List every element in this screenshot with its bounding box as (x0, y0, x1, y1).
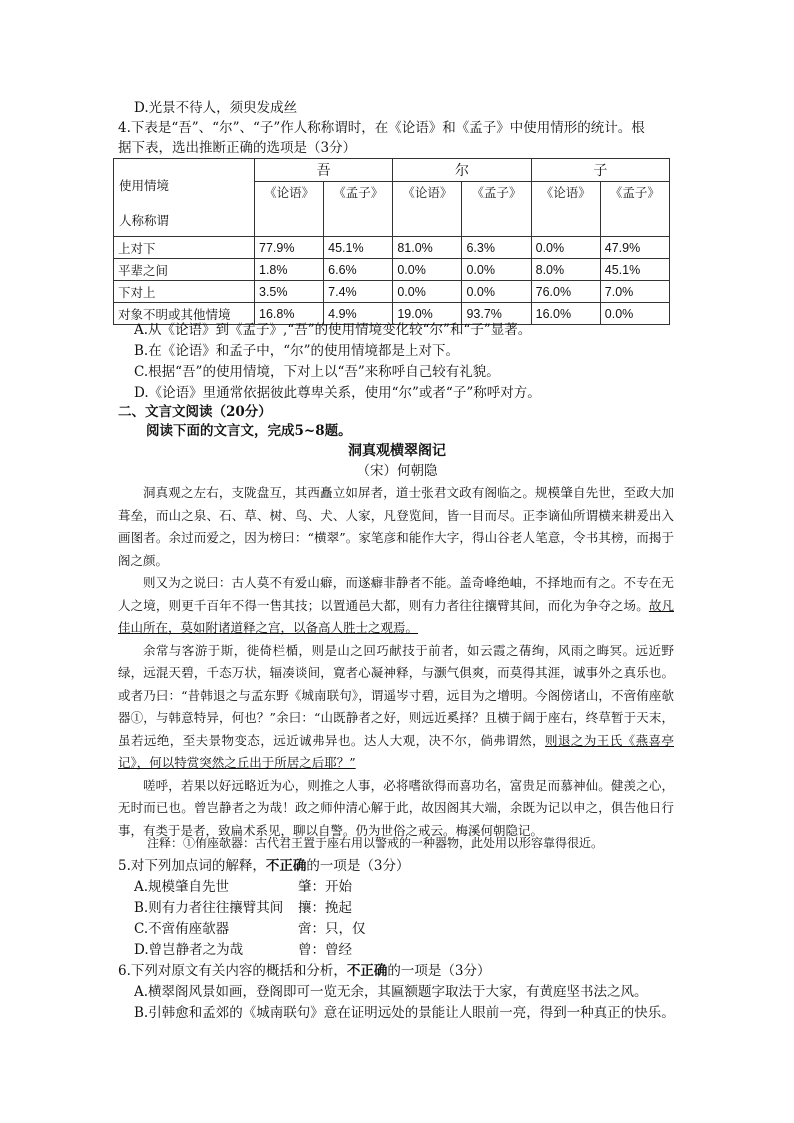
book-header: 《孟子》 (324, 182, 393, 237)
table-cell: 0.0% (462, 259, 531, 281)
q6-option-a: A.横翠阁风景如画，登阁即可一览无余，其匾额题字取法于大家，有黄庭坚书法之风。 (134, 984, 648, 1000)
passage-body (118, 482, 674, 842)
q6-option-b: B.引韩愈和孟郊的《城南联句》意在证明远处的景能让人眼前一亮，得到一种真正的快乐。 (134, 1005, 675, 1021)
table-cell: 6.6% (324, 259, 393, 281)
book-header: 《孟子》 (600, 182, 669, 237)
corner-top-label: 使用情境 (119, 179, 170, 193)
table-cell: 1.8% (255, 259, 324, 281)
table-cell: 16.8% (255, 303, 324, 325)
row-label: 上对下 (114, 237, 255, 259)
table-row (114, 259, 670, 281)
row-label: 下对上 (114, 281, 255, 303)
q5-option-a: A.规模肇自先世 肇：开始 (134, 879, 352, 895)
q5-option-c: C.不啻侑座欹器 啻：只，仅 (134, 921, 366, 937)
group-header: 子 (531, 159, 669, 182)
passage-paragraph: 嗟呼，若果以好远略近为心，则推之人事，必将嗜欲得而喜功名，富贵足而慕神仙。健羡之心，无时而已也。曾岂静者之为哉！政之师仲清心解于此，故因阁其大端，余既为记以申之，俱告他日行事，有类于是者，致扁术系见，聊以自警。仍为世俗之戒云。梅溪何朝隐记。 (118, 777, 674, 838)
q4-option-b: B.在《论语》和孟子中，“尔”的使用情境都是上对下。 (134, 343, 460, 359)
table-row (114, 281, 670, 303)
passage-title: 洞真观横翠阁记 (348, 443, 446, 459)
table-cell: 3.5% (255, 281, 324, 303)
table-cell: 0.0% (600, 303, 669, 325)
table-cell: 45.1% (600, 259, 669, 281)
table-cell: 0.0% (393, 259, 462, 281)
group-header: 吾 (255, 159, 393, 182)
q4-stem-line1: 4.下表是“吾”、“尔”、“子”作人称称谓时，在《论语》和《孟子》中使用情形的统计。根 (118, 120, 645, 136)
table-cell: 0.0% (462, 281, 531, 303)
q6-stem: 6.下列对原文有关内容的概括和分析，不正确的一项是（3分） (118, 963, 491, 979)
table-corner-cell (114, 159, 255, 237)
passage-paragraph: 洞真观之左右，支陇盘互，其西矗立如屏者，道士张君文政有阁临之。规模肇自先世，至政大加葺垒，而山之泉、石、草、树、鸟、犬、人家，凡登览间，皆一目而尽。正李谪仙所谓横来耕爰出入画图者。余过而爱之，因为榜曰：“横翠”。家笔彦和能作大字，得山谷老人笔意，令书其榜，而揭于阁之颜。 (118, 485, 674, 568)
table-cell: 0.0% (393, 281, 462, 303)
q4-option-c: C.根据“吾”的使用情境，下对上以“吾”来称呼自己较有礼貌。 (134, 364, 500, 380)
section-heading: 二、文言文阅读（20分） (118, 404, 272, 420)
book-header: 《孟子》 (462, 182, 531, 237)
table-cell: 93.7% (462, 303, 531, 325)
usage-stats-table (113, 158, 670, 325)
table-cell: 81.0% (393, 237, 462, 259)
table-cell: 45.1% (324, 237, 393, 259)
passage-paragraph: 余常与客游于斯，徙倚栏楯，则是山之回巧献技于前者，如云霞之蒨绚，风雨之晦冥。远近野绿，远混天碧，千态万状，辐凑谈间，寛者心凝神释，与灏气俱爽，而莫得其涯，诚事外之真乐也。或者乃曰：“昔韩退之与孟东野《城南联句》，谓遥岑寸碧，远目为之增明。今阁傍诸山，不啻侑座欹器①，与韩意特异，何也？”余曰：“山既静者之好，则远近奚择？且横于阔于座右，终草暂于天末，虽若远绝，至夫景物变态，远近诚弗异也。达人大观，决不尔，倘弗谓然，则退之为王氏《燕喜亭记》，何以特赏突然之丘出于所居之后耶？” (118, 642, 674, 770)
table-cell: 77.9% (255, 237, 324, 259)
book-header: 《论语》 (393, 182, 462, 237)
q5-option-d: D.曾岂静者之为哉 曾：曾经 (134, 942, 352, 958)
table-cell: 7.0% (600, 281, 669, 303)
q4-option-a: A.从《论语》到《孟子》,“吾”的使用情境变化较“尔”和“子”显著。 (134, 322, 532, 338)
table-cell: 16.0% (531, 303, 600, 325)
footnote: 注释：①侑座欹器：古代君王置于座右用以警戒的一种器物，此处用以形容靠得很近。 (147, 836, 604, 850)
q4-option-d: D.《论语》里通常依据彼此尊卑关系，使用“尔”或者“子”称呼对方。 (134, 385, 541, 401)
q5-option-b: B.则有力者往往攘臂其间 攘：挽起 (134, 900, 352, 916)
underlined-sentence: 故凡佳山所在，莫如附诸道释之宫，以备高人胜士之观焉。 (118, 597, 674, 635)
reading-instruction: 阅读下面的文言文，完成5~8题。 (146, 423, 352, 439)
passage-author: （宋）何朝隐 (356, 463, 438, 479)
table-cell: 4.9% (324, 303, 393, 325)
book-header: 《论语》 (255, 182, 324, 237)
table-cell: 7.4% (324, 281, 393, 303)
passage-paragraph: 则又为之说曰：古人莫不有爱山癖，而遂癖非静者不能。盖奇峰绝岫，不择地而有之。不专在无人之境，则更千百年不得一售其技；以置通邑大都，则有力者往往攘臂其间，而化为争夺之场。故凡佳山所在，莫如附诸道释之宫，以备高人胜士之观焉。 (118, 575, 674, 635)
group-header: 尔 (393, 159, 531, 182)
table-cell: 8.0% (531, 259, 600, 281)
table-cell: 0.0% (531, 237, 600, 259)
corner-bottom-label: 人称称谓 (119, 214, 170, 228)
book-header: 《论语》 (531, 182, 600, 237)
underlined-sentence: 则退之为王氏《燕喜亭记》，何以特赏突然之丘出于所居之后耶？” (118, 732, 674, 770)
table-row (114, 237, 670, 259)
prev-option-d: D.光景不待人，须臾发成丝 (134, 100, 298, 116)
q5-stem: 5.对下列加点词的解释，不正确的一项是（3分） (118, 858, 410, 874)
table-cell: 76.0% (531, 281, 600, 303)
table-cell: 6.3% (462, 237, 531, 259)
table-cell: 47.9% (600, 237, 669, 259)
row-label: 平辈之间 (114, 259, 255, 281)
row-label: 对象不明或其他情境 (114, 303, 255, 325)
q4-stem-line2: 据下表，选出推断正确的选项是（3分） (118, 140, 357, 156)
table-cell: 19.0% (393, 303, 462, 325)
